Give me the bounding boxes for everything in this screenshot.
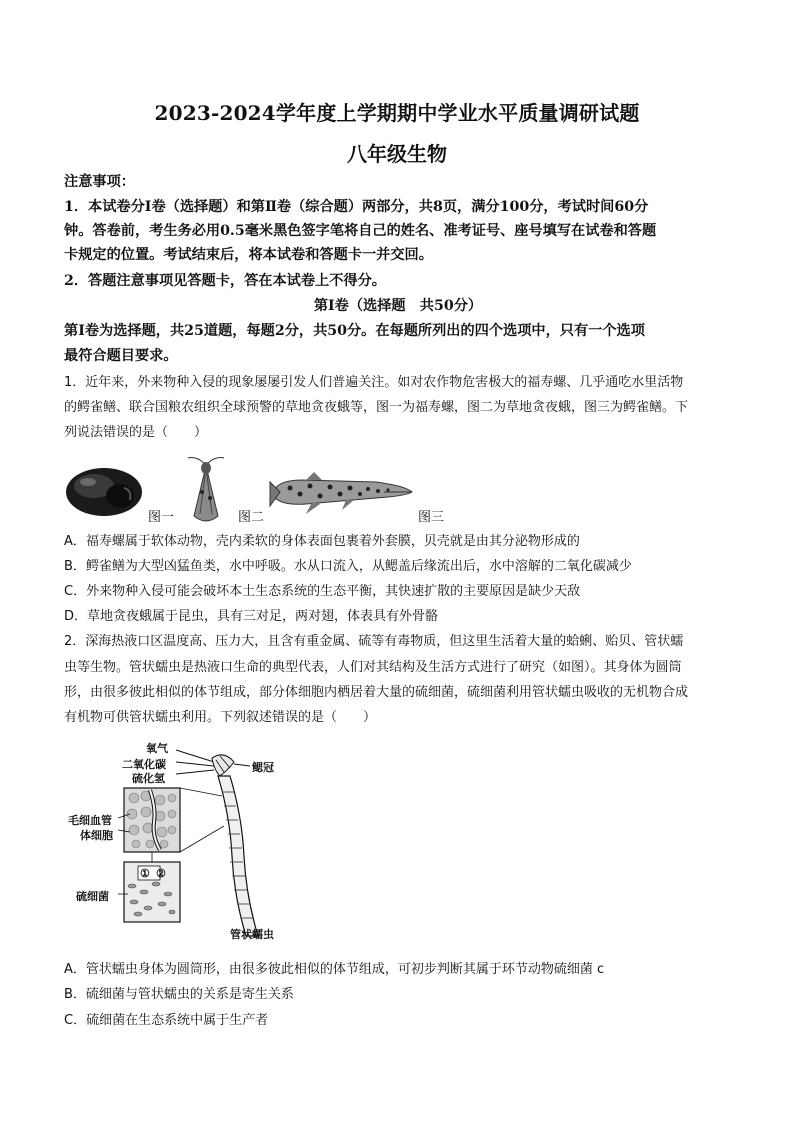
- label-body-cell: 体细胞: [80, 829, 113, 842]
- exam-title: 2023-2024学年度上学期期中学业水平质量调研试题: [154, 101, 640, 125]
- q2-option-c: C．硫细菌在生态系统中属于生产者: [64, 1013, 269, 1028]
- label-h2s: 硫化氢: [132, 772, 165, 785]
- label-worm: 管状蠕虫: [230, 928, 274, 941]
- figure2-caption: 图二: [238, 510, 265, 525]
- q2-stem-line3: 形，由很多彼此相似的体节组成，部分体细胞内栖居着大量的硫细菌，硫细菌利用管状蠕虫吸收的无机物合成: [64, 685, 689, 700]
- notes-heading: 注意事项：: [64, 174, 135, 190]
- section1-intro-line2: 最符合题目要求。: [64, 348, 178, 364]
- notes-item1-line2: 钟。答卷前，考生务必用0.5毫米黑色签字笔将自己的姓名、准考证号、座号填写在试卷和答题: [64, 223, 657, 239]
- q2-option-b: B．硫细菌与管状蠕虫的关系是寄生关系: [64, 987, 294, 1002]
- label-co2: 二氧化碳: [122, 758, 166, 771]
- figure1-caption: 图一: [148, 510, 175, 525]
- label-oxygen: 氧气: [146, 742, 168, 755]
- label-gill: 鳃冠: [252, 761, 274, 774]
- label-n2: ②: [156, 867, 166, 880]
- label-bacteria: 硫细菌: [76, 890, 109, 903]
- label-n1: ①: [140, 867, 150, 880]
- q1-option-b: B．鳄雀鳝为大型凶猛鱼类，水中呼吸。水从口流入，从鳃盖后缘流出后，水中溶解的二氧化碳减少: [64, 559, 632, 574]
- section1-intro-line1: 第Ⅰ卷为选择题，共25道题，每题2分，共50分。在每题所列出的四个选项中，只有一个选项: [64, 323, 645, 339]
- notes-item1-line1: 1．本试卷分Ⅰ卷（选择题）和第Ⅱ卷（综合题）两部分，共8页，满分100分，考试时间60分: [64, 199, 649, 215]
- q1-option-c: C．外来物种入侵可能会破坏本土生态系统的生态平衡，其快速扩散的主要原因是缺少天敌: [64, 584, 581, 599]
- figure3-caption: 图三: [418, 510, 445, 525]
- section1-heading: 第Ⅰ卷（选择题 共50分）: [313, 298, 483, 314]
- moth-figure: [178, 456, 234, 528]
- q2-option-a: A．管状蠕虫身体为圆筒形，由很多彼此相似的体节组成，可初步判断其属于环节动物硫细菌 c: [64, 962, 605, 977]
- q2-stem-line4: 有机物可供管状蠕虫利用。下列叙述错误的是（ ）: [64, 710, 377, 725]
- q1-stem-line3: 列说法错误的是（ ）: [64, 425, 208, 440]
- q1-option-d: D．草地贪夜蛾属于昆虫，具有三对足，两对翅，体表具有外骨骼: [64, 609, 439, 624]
- q1-stem-line2: 的鳄雀鳝、联合国粮农组织全球预警的草地贪夜蛾等，图一为福寿螺，图二为草地贪夜蛾，图三为鳄雀鳝。下: [64, 400, 689, 415]
- notes-item1-line3: 卡规定的位置。考试结束后，将本试卷和答题卡一并交回。: [64, 247, 433, 263]
- q1-option-a: A．福寿螺属于软体动物，壳内柔软的身体表面包裹着外套膜，贝壳就是由其分泌物形成的: [64, 534, 580, 549]
- q2-stem-line2: 虫等生物。管状蠕虫是热液口生命的典型代表，人们对其结构及生活方式进行了研究（如图）。其身体为圆筒: [64, 660, 682, 675]
- notes-item2: 2．答题注意事项见答题卡，答在本试卷上不得分。: [64, 273, 386, 289]
- label-capillary: 毛细血管: [68, 814, 112, 827]
- gar-fish-figure: [266, 468, 414, 516]
- q2-stem-line1: 2．深海热液口区温度高、压力大，且含有重金属、硫等有毒物质，但这里生活着大量的蛤蜊、贻贝、管状蠕: [64, 634, 684, 649]
- q1-stem-line1: 1．近年来，外来物种入侵的现象屡屡引发人们普遍关注。如对农作物危害极大的福寿螺、几乎通吃水里活物: [64, 375, 684, 390]
- exam-subtitle: 八年级生物: [347, 142, 447, 166]
- snail-figure: [64, 462, 146, 520]
